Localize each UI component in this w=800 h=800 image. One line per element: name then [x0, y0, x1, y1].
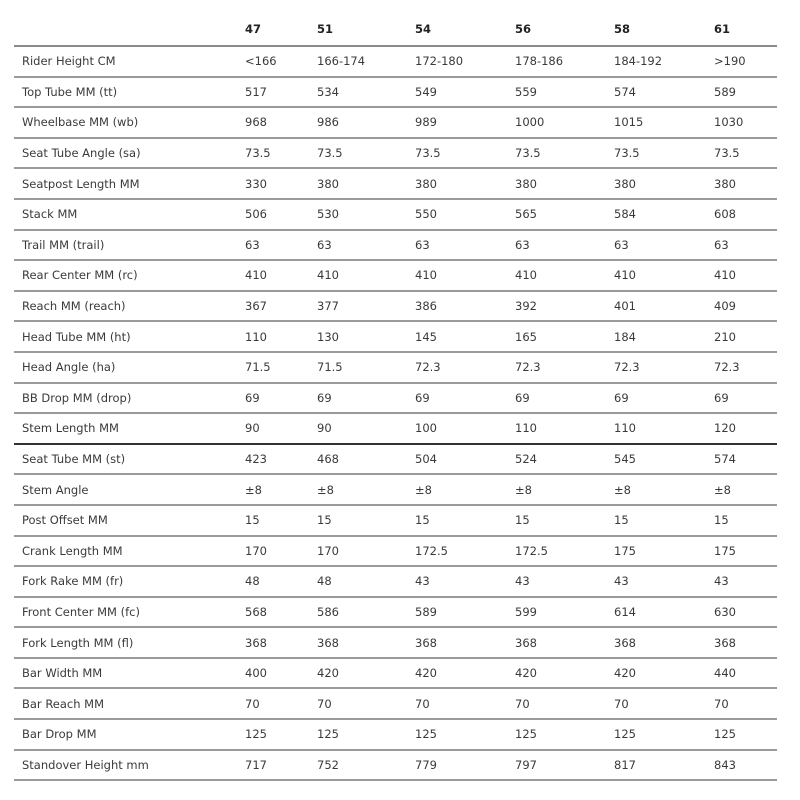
value-cell: 392 — [515, 291, 614, 322]
value-cell: 175 — [614, 536, 714, 567]
value-cell: 70 — [714, 688, 777, 719]
row-label: Fork Length MM (fl) — [14, 627, 245, 658]
header-row — [14, 14, 777, 46]
value-cell: 468 — [317, 444, 415, 475]
row-label: Stem Angle — [14, 474, 245, 505]
value-cell: 545 — [614, 444, 714, 475]
value-cell: 70 — [415, 688, 515, 719]
value-cell: 752 — [317, 750, 415, 781]
value-cell: 1030 — [714, 107, 777, 138]
size-header: 61 — [714, 14, 777, 46]
table-row — [14, 719, 777, 750]
value-cell: 717 — [245, 750, 317, 781]
value-cell: 175 — [714, 536, 777, 567]
value-cell: 48 — [317, 566, 415, 597]
value-cell: 589 — [714, 77, 777, 108]
value-cell: 420 — [515, 658, 614, 689]
value-cell: 72.3 — [714, 352, 777, 383]
value-cell: 70 — [245, 688, 317, 719]
table-row — [14, 230, 777, 261]
value-cell: <166 — [245, 46, 317, 77]
value-cell: 170 — [317, 536, 415, 567]
value-cell: 166-174 — [317, 46, 415, 77]
value-cell: 70 — [515, 688, 614, 719]
value-cell: 125 — [714, 719, 777, 750]
value-cell: 410 — [415, 260, 515, 291]
row-label: Standover Height mm — [14, 750, 245, 781]
value-cell: >190 — [714, 46, 777, 77]
table-row — [14, 77, 777, 108]
value-cell: 423 — [245, 444, 317, 475]
value-cell: 410 — [245, 260, 317, 291]
value-cell: 72.3 — [515, 352, 614, 383]
value-cell: 386 — [415, 291, 515, 322]
value-cell: 63 — [714, 230, 777, 261]
value-cell: 410 — [714, 260, 777, 291]
value-cell: 210 — [714, 321, 777, 352]
value-cell: 380 — [317, 168, 415, 199]
value-cell: 504 — [415, 444, 515, 475]
value-cell: 817 — [614, 750, 714, 781]
value-cell: 630 — [714, 597, 777, 628]
size-header: 58 — [614, 14, 714, 46]
table-row — [14, 536, 777, 567]
value-cell: 420 — [614, 658, 714, 689]
value-cell: 125 — [515, 719, 614, 750]
value-cell: 184-192 — [614, 46, 714, 77]
row-label: Head Angle (ha) — [14, 352, 245, 383]
value-cell: 530 — [317, 199, 415, 230]
table-row — [14, 260, 777, 291]
value-cell: 125 — [614, 719, 714, 750]
value-cell: 165 — [515, 321, 614, 352]
value-cell: 100 — [415, 413, 515, 444]
table-row — [14, 383, 777, 414]
value-cell: 73.5 — [515, 138, 614, 169]
value-cell: 172-180 — [415, 46, 515, 77]
row-label: BB Drop MM (drop) — [14, 383, 245, 414]
value-cell: 70 — [317, 688, 415, 719]
row-label: Seat Tube MM (st) — [14, 444, 245, 475]
value-cell: 440 — [714, 658, 777, 689]
value-cell: 368 — [317, 627, 415, 658]
value-cell: ±8 — [317, 474, 415, 505]
row-label: Crank Length MM — [14, 536, 245, 567]
row-label: Front Center MM (fc) — [14, 597, 245, 628]
value-cell: 125 — [317, 719, 415, 750]
table-row — [14, 597, 777, 628]
value-cell: ±8 — [714, 474, 777, 505]
row-label: Fork Rake MM (fr) — [14, 566, 245, 597]
value-cell: 368 — [515, 627, 614, 658]
value-cell: 90 — [317, 413, 415, 444]
value-cell: 401 — [614, 291, 714, 322]
table-row — [14, 474, 777, 505]
value-cell: 110 — [614, 413, 714, 444]
value-cell: 73.5 — [714, 138, 777, 169]
value-cell: 586 — [317, 597, 415, 628]
row-label: Reach MM (reach) — [14, 291, 245, 322]
table-header — [14, 14, 777, 46]
value-cell: ±8 — [415, 474, 515, 505]
value-cell: 69 — [714, 383, 777, 414]
value-cell: 63 — [515, 230, 614, 261]
value-cell: 63 — [317, 230, 415, 261]
table-row — [14, 168, 777, 199]
value-cell: 420 — [415, 658, 515, 689]
value-cell: 63 — [245, 230, 317, 261]
value-cell: 71.5 — [245, 352, 317, 383]
value-cell: 534 — [317, 77, 415, 108]
value-cell: 15 — [317, 505, 415, 536]
value-cell: 368 — [714, 627, 777, 658]
table-row — [14, 413, 777, 444]
value-cell: 989 — [415, 107, 515, 138]
value-cell: 15 — [714, 505, 777, 536]
value-cell: 614 — [614, 597, 714, 628]
value-cell: 574 — [614, 77, 714, 108]
value-cell: 71.5 — [317, 352, 415, 383]
row-label: Stem Length MM — [14, 413, 245, 444]
table-row — [14, 291, 777, 322]
value-cell: ±8 — [614, 474, 714, 505]
table-row — [14, 750, 777, 781]
value-cell: 599 — [515, 597, 614, 628]
value-cell: 589 — [415, 597, 515, 628]
value-cell: 43 — [614, 566, 714, 597]
value-cell: 1000 — [515, 107, 614, 138]
row-label: Post Offset MM — [14, 505, 245, 536]
row-label: Bar Reach MM — [14, 688, 245, 719]
value-cell: 367 — [245, 291, 317, 322]
row-label: Wheelbase MM (wb) — [14, 107, 245, 138]
value-cell: 63 — [415, 230, 515, 261]
value-cell: 15 — [245, 505, 317, 536]
value-cell: 90 — [245, 413, 317, 444]
value-cell: 69 — [415, 383, 515, 414]
size-header: 54 — [415, 14, 515, 46]
value-cell: 69 — [614, 383, 714, 414]
table-row — [14, 627, 777, 658]
value-cell: 172.5 — [415, 536, 515, 567]
row-label: Seatpost Length MM — [14, 168, 245, 199]
value-cell: 69 — [245, 383, 317, 414]
value-cell: 506 — [245, 199, 317, 230]
value-cell: 15 — [515, 505, 614, 536]
table-row — [14, 321, 777, 352]
value-cell: 380 — [415, 168, 515, 199]
value-cell: 72.3 — [415, 352, 515, 383]
row-label: Trail MM (trail) — [14, 230, 245, 261]
value-cell: 1015 — [614, 107, 714, 138]
value-cell: 986 — [317, 107, 415, 138]
header-label-cell — [14, 14, 245, 46]
table-row — [14, 444, 777, 475]
value-cell: 568 — [245, 597, 317, 628]
value-cell: 184 — [614, 321, 714, 352]
value-cell: 69 — [515, 383, 614, 414]
value-cell: 549 — [415, 77, 515, 108]
size-header: 56 — [515, 14, 614, 46]
row-label: Rear Center MM (rc) — [14, 260, 245, 291]
value-cell: 368 — [245, 627, 317, 658]
value-cell: 145 — [415, 321, 515, 352]
table-row — [14, 505, 777, 536]
value-cell: 170 — [245, 536, 317, 567]
value-cell: 517 — [245, 77, 317, 108]
row-label: Bar Width MM — [14, 658, 245, 689]
value-cell: 120 — [714, 413, 777, 444]
table-row — [14, 658, 777, 689]
value-cell: 574 — [714, 444, 777, 475]
value-cell: 410 — [515, 260, 614, 291]
value-cell: 409 — [714, 291, 777, 322]
value-cell: ±8 — [245, 474, 317, 505]
row-label: Seat Tube Angle (sa) — [14, 138, 245, 169]
row-label: Bar Drop MM — [14, 719, 245, 750]
value-cell: 779 — [415, 750, 515, 781]
value-cell: 15 — [614, 505, 714, 536]
row-label: Top Tube MM (tt) — [14, 77, 245, 108]
value-cell: 420 — [317, 658, 415, 689]
table-row — [14, 352, 777, 383]
value-cell: 608 — [714, 199, 777, 230]
value-cell: 330 — [245, 168, 317, 199]
table-row — [14, 566, 777, 597]
value-cell: 559 — [515, 77, 614, 108]
value-cell: 172.5 — [515, 536, 614, 567]
value-cell: 63 — [614, 230, 714, 261]
row-label: Head Tube MM (ht) — [14, 321, 245, 352]
value-cell: 125 — [415, 719, 515, 750]
value-cell: 400 — [245, 658, 317, 689]
row-label: Rider Height CM — [14, 46, 245, 77]
table-body — [14, 46, 777, 780]
value-cell: 15 — [415, 505, 515, 536]
table-row — [14, 107, 777, 138]
value-cell: 43 — [415, 566, 515, 597]
geometry-table — [14, 14, 777, 781]
value-cell: 797 — [515, 750, 614, 781]
value-cell: 368 — [614, 627, 714, 658]
value-cell: 368 — [415, 627, 515, 658]
value-cell: 410 — [317, 260, 415, 291]
value-cell: 565 — [515, 199, 614, 230]
value-cell: 73.5 — [415, 138, 515, 169]
table-row — [14, 199, 777, 230]
row-label: Stack MM — [14, 199, 245, 230]
table-row — [14, 688, 777, 719]
value-cell: 43 — [515, 566, 614, 597]
value-cell: 73.5 — [614, 138, 714, 169]
value-cell: 380 — [614, 168, 714, 199]
value-cell: 69 — [317, 383, 415, 414]
value-cell: 410 — [614, 260, 714, 291]
value-cell: ±8 — [515, 474, 614, 505]
value-cell: 380 — [515, 168, 614, 199]
value-cell: 72.3 — [614, 352, 714, 383]
size-header: 47 — [245, 14, 317, 46]
value-cell: 380 — [714, 168, 777, 199]
value-cell: 70 — [614, 688, 714, 719]
value-cell: 125 — [245, 719, 317, 750]
value-cell: 73.5 — [317, 138, 415, 169]
size-header: 51 — [317, 14, 415, 46]
value-cell: 550 — [415, 199, 515, 230]
value-cell: 73.5 — [245, 138, 317, 169]
value-cell: 584 — [614, 199, 714, 230]
value-cell: 130 — [317, 321, 415, 352]
value-cell: 178-186 — [515, 46, 614, 77]
table-row — [14, 138, 777, 169]
value-cell: 43 — [714, 566, 777, 597]
value-cell: 968 — [245, 107, 317, 138]
value-cell: 843 — [714, 750, 777, 781]
value-cell: 48 — [245, 566, 317, 597]
value-cell: 524 — [515, 444, 614, 475]
table-row — [14, 46, 777, 77]
value-cell: 110 — [515, 413, 614, 444]
value-cell: 110 — [245, 321, 317, 352]
value-cell: 377 — [317, 291, 415, 322]
